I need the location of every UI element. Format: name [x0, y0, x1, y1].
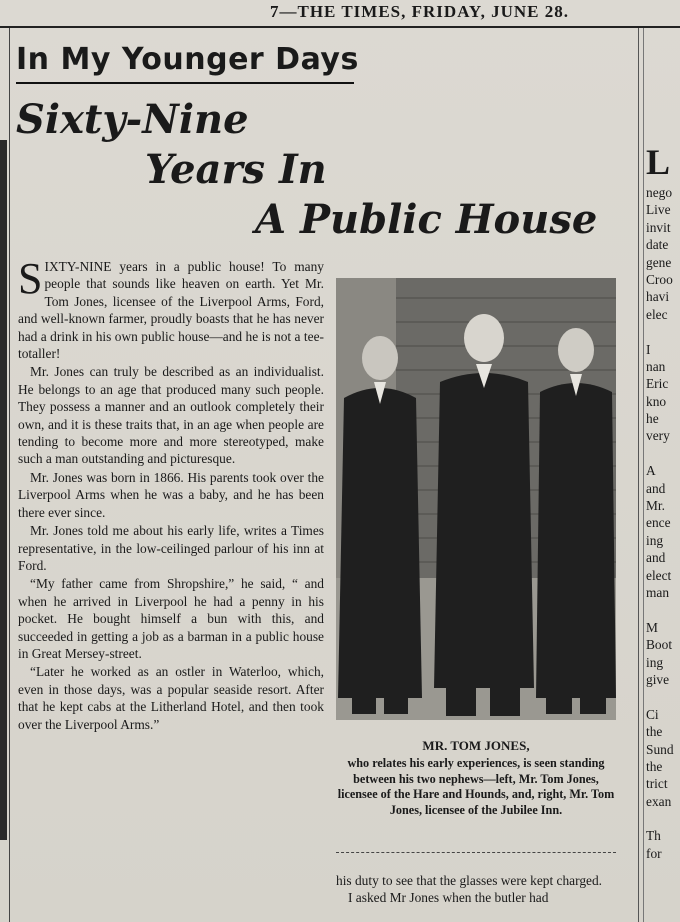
section-title: In My Younger Days	[16, 42, 359, 77]
photo-illustration	[336, 278, 616, 720]
clipped-line: very	[646, 428, 670, 444]
clipped-adjacent-column	[646, 184, 680, 862]
section-title-underline	[16, 82, 354, 84]
column-rule-inner	[643, 28, 644, 922]
clipped-line: ing	[646, 654, 664, 670]
continuation-line: I asked Mr Jones when the butler had	[348, 890, 549, 905]
photo-caption-title: MR. TOM JONES,	[422, 738, 530, 753]
article-paragraph: Mr. Jones was born in 1866. His parents took over the Liverpool Arms when he was a baby, and he has been there ever since.	[18, 469, 324, 520]
clipped-line: ing	[646, 532, 664, 548]
clipped-line: and	[646, 480, 666, 496]
clipped-line: havi	[646, 289, 670, 305]
clipped-line: nan	[646, 358, 666, 374]
clipped-line: Mr.	[646, 498, 665, 514]
clipped-line: invit	[646, 219, 671, 235]
clipped-line: Croo	[646, 271, 673, 287]
clipped-line: date	[646, 237, 669, 253]
clipped-line: elect	[646, 567, 672, 583]
clipped-line	[646, 323, 680, 340]
masthead: 7—THE TIMES, FRIDAY, JUNE 28.	[270, 2, 570, 21]
page-edge-shadow	[0, 140, 7, 840]
clipped-line: I	[646, 341, 651, 357]
column-rule-left	[9, 28, 10, 922]
clipped-line: Eric	[646, 376, 669, 392]
clipped-line: A	[646, 463, 656, 479]
clipped-line: and	[646, 550, 666, 566]
article-paragraph: SIXTY-NINE years in a public house! To many people that sounds like heaven on earth. Yet Mr. Tom Jones, licensee of the Liverpool Arms, Ford, and well-known farmer, proudly boasts that he has never had a drink in his own public house—and he is not a tee-totaller!	[18, 254, 324, 362]
clipped-line: the	[646, 758, 663, 774]
article-continuation	[336, 872, 638, 906]
clipped-line: nego	[646, 185, 673, 200]
clipped-line: elec	[646, 306, 668, 322]
clipped-line: gene	[646, 254, 672, 270]
article-paragraph: “My father came from Shropshire,” he said, “ and when he arrived in Liverpool he had a penny in his pocket. He bought himself a bun with this, and succeeded in getting a job as a barman in a public house in Great Mersey-street.	[18, 576, 324, 661]
clipped-line: for	[646, 845, 662, 861]
clipped-line: Th	[646, 828, 661, 844]
clipped-line: the	[646, 724, 663, 740]
clipped-line: Boot	[646, 637, 673, 653]
article-paragraph: Mr. Jones told me about his early life, writes a Times representative, in the low-ceilinged parlour of his inn at Ford.	[18, 523, 324, 573]
clipped-line: he	[646, 411, 659, 427]
caption-divider	[336, 852, 616, 853]
clipped-line: exan	[646, 793, 672, 809]
clipped-line: man	[646, 584, 670, 600]
clipped-line	[646, 688, 680, 705]
article-paragraph: “Later he worked as an ostler in Waterloo, which, even in those days, was a popular seaside resort. After that he kept cabs at the Litherland Hotel, and then took over the Liverpool Arms.”	[18, 664, 324, 732]
article-body	[18, 254, 324, 734]
headline-line-3: A Public House	[255, 196, 598, 243]
column-rule-right	[638, 28, 639, 922]
drop-cap: S	[18, 254, 43, 303]
headline-line-2: Years In	[145, 146, 327, 193]
article-paragraph: Mr. Jones can truly be described as an individualist. He belongs to an age that produced many such people. They possess a manner and an outlook completely their own, and it is these traits that, in an age when people are tending to become more and more stereotyped, make such a man outstanding and picturesque.	[18, 364, 324, 467]
clipped-line: give	[646, 671, 670, 687]
clipped-line	[646, 601, 680, 618]
headline-line-1: Sixty-Nine	[16, 96, 249, 143]
masthead-rule	[0, 26, 680, 28]
photograph-three-men	[336, 278, 616, 720]
clipped-line: trict	[646, 776, 668, 792]
continuation-line: his duty to see that the glasses were kept charged.	[336, 873, 603, 888]
clipped-line: Live	[646, 202, 671, 218]
photo-caption: who relates his early experiences, is seen standing between his two nephews—left, Mr. Tom Jones, licensee of the Hare and Hounds, and, right, Mr. Tom Jones, licensee of the Jubilee Inn.	[337, 756, 615, 817]
clipped-line: ence	[646, 515, 671, 531]
clipped-line	[646, 810, 680, 827]
clipped-column-dropcap: L	[646, 142, 671, 182]
clipped-line: kno	[646, 393, 667, 409]
clipped-line: Sund	[646, 741, 674, 757]
clipped-line	[646, 445, 680, 462]
clipped-line: M	[646, 619, 658, 635]
clipped-line: Ci	[646, 706, 659, 722]
